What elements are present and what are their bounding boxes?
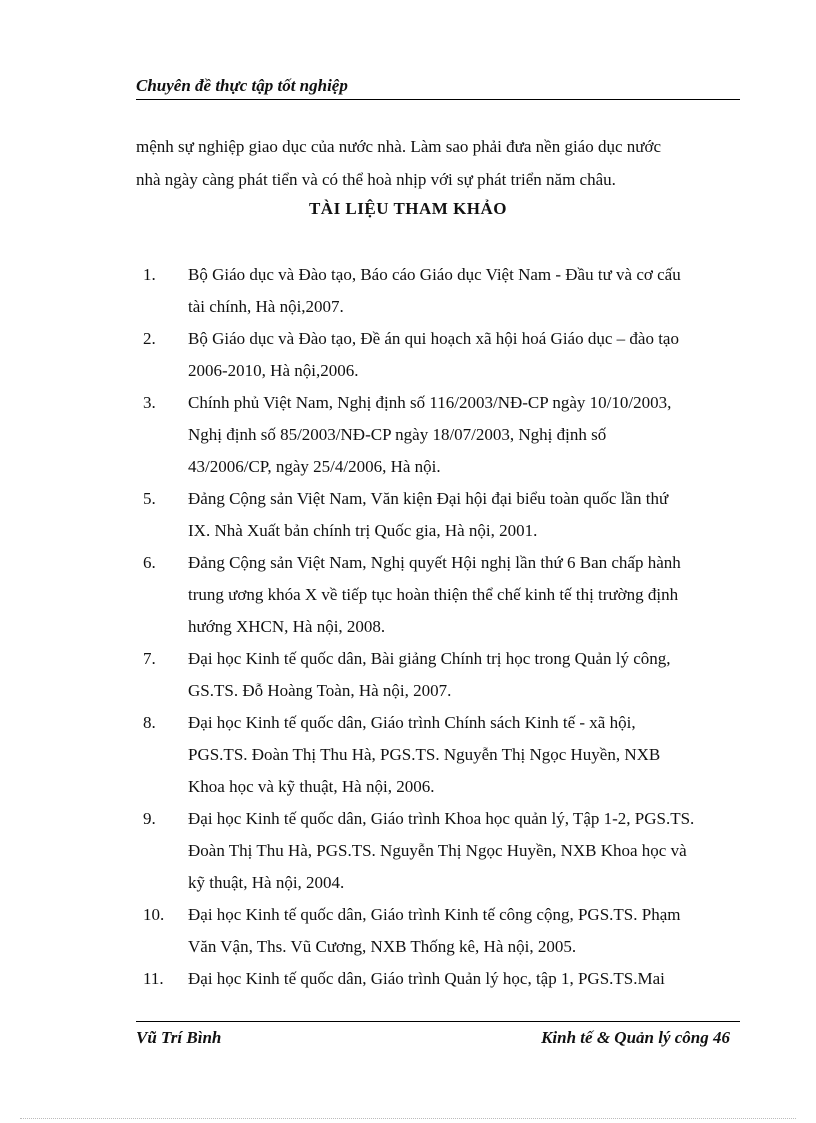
reference-text — [188, 803, 768, 899]
reference-line: Bộ Giáo dục và Đào tạo, Báo cáo Giáo dục Việt Nam - Đầu tư và cơ cấu — [188, 265, 681, 284]
reference-line: Đại học Kinh tế quốc dân, Giáo trình Chính sách Kinh tế - xã hội, — [188, 713, 636, 732]
reference-line: Đại học Kinh tế quốc dân, Giáo trình Khoa học quản lý, Tập 1-2, PGS.TS. — [188, 809, 695, 828]
reference-line: Đại học Kinh tế quốc dân, Giáo trình Quản lý học, tập 1, PGS.TS.Mai — [188, 969, 665, 988]
reference-line: Văn Vận, Ths. Vũ Cương, NXB Thống kê, Hà nội, 2005. — [188, 937, 577, 956]
reference-line: Đại học Kinh tế quốc dân, Giáo trình Kinh tế công cộng, PGS.TS. Phạm — [188, 905, 681, 924]
reference-text — [188, 387, 768, 483]
reference-text — [188, 643, 768, 707]
footer-author: Vũ Trí Bình — [136, 1028, 222, 1047]
reference-text — [188, 483, 768, 547]
reference-item — [0, 707, 816, 803]
reference-number: 1. — [143, 265, 156, 284]
reference-line: Đảng Cộng sản Việt Nam, Nghị quyết Hội nghị lần thứ 6 Ban chấp hành — [188, 553, 681, 572]
reference-text — [188, 323, 768, 387]
page-edge-dots — [20, 1118, 796, 1119]
reference-line: hướng XHCN, Hà nội, 2008. — [188, 617, 386, 636]
reference-line: Khoa học và kỹ thuật, Hà nội, 2006. — [188, 777, 435, 796]
reference-number: 2. — [143, 329, 156, 348]
reference-number: 6. — [143, 553, 156, 572]
intro-line: nhà ngày càng phát tiển và có thể hoà nhịp với sự phát triển năm châu. — [136, 170, 616, 189]
intro-paragraph — [136, 130, 756, 196]
reference-text — [188, 707, 768, 803]
reference-item — [0, 259, 816, 323]
reference-item — [0, 899, 816, 963]
footer-class: Kinh tế & Quản lý công 46 — [541, 1028, 730, 1047]
reference-line: trung ương khóa X về tiếp tục hoàn thiện thể chế kinh tế thị trường định — [188, 585, 679, 604]
reference-item — [0, 323, 816, 387]
reference-line: 2006-2010, Hà nội,2006. — [188, 361, 359, 380]
reference-line: tài chính, Hà nội,2007. — [188, 297, 344, 316]
reference-item — [0, 643, 816, 707]
reference-line: Bộ Giáo dục và Đào tạo, Đề án qui hoạch xã hội hoá Giáo dục – đào tạo — [188, 329, 679, 348]
reference-line: Đoàn Thị Thu Hà, PGS.TS. Nguyễn Thị Ngọc Huyền, NXB Khoa học và — [188, 841, 687, 860]
section-title: TÀI LIỆU THAM KHẢO — [308, 199, 508, 218]
reference-number: 7. — [143, 649, 156, 668]
reference-text — [188, 259, 768, 323]
reference-item — [0, 387, 816, 483]
reference-item — [0, 547, 816, 643]
intro-line: mệnh sự nghiệp giao dục của nước nhà. Làm sao phải đưa nền giáo dục nước — [136, 137, 662, 156]
reference-line: kỹ thuật, Hà nội, 2004. — [188, 873, 345, 892]
reference-line: Đại học Kinh tế quốc dân, Bài giảng Chính trị học trong Quản lý công, — [188, 649, 671, 668]
reference-number: 11. — [143, 969, 164, 988]
reference-line: Nghị định số 85/2003/NĐ-CP ngày 18/07/2003, Nghị định số — [188, 425, 607, 444]
reference-item — [0, 483, 816, 547]
reference-item — [0, 963, 816, 995]
reference-number: 3. — [143, 393, 156, 412]
reference-line: IX. Nhà Xuất bản chính trị Quốc gia, Hà nội, 2001. — [188, 521, 538, 540]
reference-line: Đảng Cộng sản Việt Nam, Văn kiện Đại hội đại biểu toàn quốc lần thứ — [188, 489, 669, 508]
reference-number: 5. — [143, 489, 156, 508]
references-list — [0, 259, 816, 995]
reference-number: 8. — [143, 713, 156, 732]
reference-line: GS.TS. Đỗ Hoàng Toàn, Hà nội, 2007. — [188, 681, 452, 700]
reference-item — [0, 803, 816, 899]
reference-line: Chính phủ Việt Nam, Nghị định số 116/2003/NĐ-CP ngày 10/10/2003, — [188, 393, 672, 412]
header-title: Chuyên đề thực tập tốt nghiệp — [136, 76, 348, 95]
reference-line: PGS.TS. Đoàn Thị Thu Hà, PGS.TS. Nguyễn Thị Ngọc Huyền, NXB — [188, 745, 661, 764]
footer-rule — [136, 1021, 740, 1022]
reference-text — [188, 547, 768, 643]
header-rule — [136, 99, 740, 100]
reference-number: 9. — [143, 809, 156, 828]
reference-text — [188, 899, 768, 963]
reference-number: 10. — [143, 905, 165, 924]
reference-text — [188, 963, 768, 995]
reference-line: 43/2006/CP, ngày 25/4/2006, Hà nội. — [188, 457, 441, 476]
